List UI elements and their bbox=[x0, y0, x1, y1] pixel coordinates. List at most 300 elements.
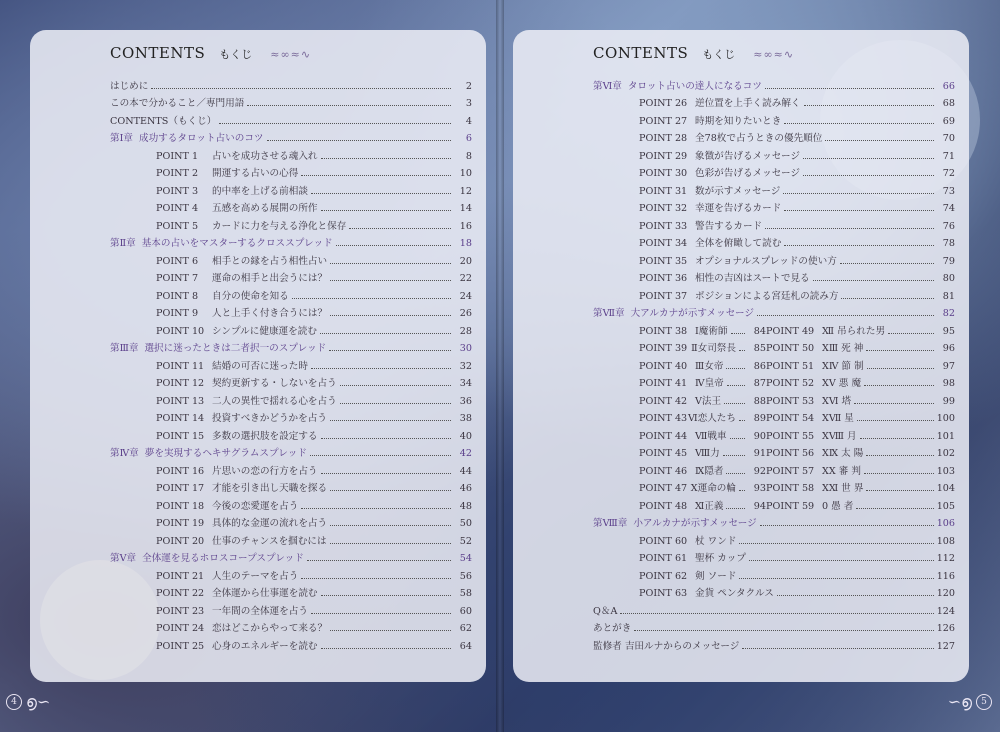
toc-point-row bbox=[766, 372, 955, 390]
point-label: POINT 19 bbox=[156, 518, 205, 529]
toc-chapter-row bbox=[593, 74, 955, 92]
entry-title: この本で分かること／専門用語 bbox=[110, 98, 245, 109]
point-label: POINT 28 bbox=[639, 133, 688, 144]
point-label: POINT 30 bbox=[639, 168, 688, 179]
toc-two-column bbox=[593, 319, 955, 512]
entry-title: 大アルカナが示すメッセージ bbox=[630, 308, 754, 319]
entry-title: 数が示すメッセージ bbox=[695, 185, 781, 197]
toc-point-row bbox=[593, 477, 766, 495]
entry-title: 全体を俯瞰して読む bbox=[695, 238, 782, 249]
toc-point-row bbox=[110, 617, 472, 635]
leader-dots bbox=[784, 210, 934, 211]
point-label: POINT 33 bbox=[639, 220, 688, 232]
leader-dots bbox=[301, 175, 451, 176]
page-ref: 38 bbox=[459, 413, 472, 424]
leader-dots bbox=[783, 193, 934, 194]
entry-title: 才能を引き出し天職を探る bbox=[212, 483, 328, 494]
toc-point-row bbox=[110, 197, 472, 215]
toc-point-row bbox=[766, 459, 955, 477]
entry-title: 五感を高める展開の所作 bbox=[212, 203, 318, 214]
entry-title: オプショナルスプレッドの使い方 bbox=[695, 255, 837, 267]
leader-dots bbox=[311, 613, 451, 614]
toc-point-row bbox=[593, 424, 766, 442]
entry-title: 一年間の全体運を占う bbox=[212, 605, 308, 617]
point-label: POINT 23 bbox=[156, 605, 205, 617]
toc-point-row bbox=[110, 529, 472, 547]
point-label: POINT 37 bbox=[639, 290, 688, 302]
leader-dots bbox=[330, 543, 451, 544]
point-label: POINT 1 bbox=[156, 150, 199, 162]
point-label: POINT 47 bbox=[639, 483, 688, 494]
page-ref: 60 bbox=[459, 605, 472, 617]
leader-dots bbox=[857, 420, 934, 421]
leader-dots bbox=[739, 578, 933, 579]
page-ref: 6 bbox=[465, 133, 472, 144]
point-label: POINT 57 bbox=[766, 465, 815, 477]
entry-title: タロット占いの達人になるコツ bbox=[627, 80, 762, 92]
page-ref: 102 bbox=[936, 448, 955, 459]
point-label: POINT 59 bbox=[766, 500, 815, 512]
page-ref: 80 bbox=[942, 273, 955, 284]
point-label: POINT 52 bbox=[766, 378, 815, 389]
leader-dots bbox=[330, 263, 451, 264]
leader-dots bbox=[867, 368, 934, 369]
leader-dots bbox=[301, 508, 451, 509]
leader-dots bbox=[247, 105, 451, 106]
entry-title: ⅩⅢ 死 神 bbox=[822, 343, 864, 354]
entry-title: Ⅻ 吊られた男 bbox=[822, 325, 886, 337]
leader-dots bbox=[841, 298, 934, 299]
entry-title: 多数の選択肢を設定する bbox=[212, 430, 318, 442]
page-ref: 78 bbox=[942, 238, 955, 249]
entry-title: 占いを成功させる魂入れ bbox=[212, 150, 318, 162]
toc-point-row bbox=[766, 424, 955, 442]
leader-dots bbox=[866, 490, 933, 491]
page-ref: 127 bbox=[936, 640, 955, 652]
leader-dots bbox=[813, 280, 934, 281]
entry-title: Ⅳ皇帝 bbox=[695, 378, 724, 389]
point-label: POINT 61 bbox=[639, 553, 688, 564]
leader-dots bbox=[301, 578, 451, 579]
contents-title: CONTENTS bbox=[593, 44, 689, 62]
book-gutter bbox=[496, 0, 504, 732]
point-label: POINT 26 bbox=[639, 98, 688, 109]
entry-title: 相手との縁を占う相性占い bbox=[212, 255, 328, 267]
page-ref: 42 bbox=[459, 448, 472, 459]
toc-chapter-row bbox=[593, 302, 955, 320]
point-label: POINT 27 bbox=[639, 115, 688, 127]
toc-point-row bbox=[766, 389, 955, 407]
leader-dots bbox=[307, 560, 451, 561]
toc-point-row bbox=[593, 459, 766, 477]
entry-title: ⅩⅩ 審 判 bbox=[822, 465, 861, 477]
leader-dots bbox=[856, 508, 933, 509]
entry-title: 結婚の可否に迷った時 bbox=[212, 360, 308, 372]
toc-row bbox=[110, 74, 472, 92]
toc-point-row bbox=[593, 407, 766, 425]
page-ref: 104 bbox=[936, 483, 955, 494]
swirl-ornament-icon: ∽൭ bbox=[947, 692, 972, 711]
leader-dots bbox=[330, 525, 451, 526]
leader-dots bbox=[726, 368, 745, 369]
entry-title: Ⅲ女帝 bbox=[695, 360, 724, 372]
leader-dots bbox=[825, 140, 934, 141]
page-ref: 22 bbox=[459, 273, 472, 284]
page-ref: 124 bbox=[936, 605, 955, 617]
page-ref: 36 bbox=[459, 395, 472, 407]
leader-dots bbox=[267, 140, 451, 141]
leader-dots bbox=[804, 105, 934, 106]
leader-dots bbox=[292, 298, 451, 299]
point-label: POINT 15 bbox=[156, 430, 205, 442]
page-ref: 26 bbox=[459, 308, 472, 319]
point-label: POINT 42 bbox=[639, 395, 688, 407]
entry-title: Ⅱ女司祭長 bbox=[691, 343, 736, 354]
page-ref: 91 bbox=[753, 448, 766, 459]
toc-point-row bbox=[593, 372, 766, 390]
entry-title: 片思いの恋の行方を占う bbox=[212, 465, 318, 477]
leader-dots bbox=[330, 315, 451, 316]
toc-point-row bbox=[593, 389, 766, 407]
page-ref: 8 bbox=[465, 150, 472, 162]
page-number: 5 bbox=[976, 694, 992, 710]
leader-dots bbox=[349, 228, 451, 229]
point-label: POINT 12 bbox=[156, 378, 205, 389]
point-label: POINT 46 bbox=[639, 465, 688, 477]
entry-title: Ⅹ運命の輪 bbox=[690, 483, 736, 494]
leader-dots bbox=[330, 420, 451, 421]
point-label: POINT 7 bbox=[156, 273, 199, 284]
point-label: POINT 10 bbox=[156, 325, 205, 337]
point-label: POINT 22 bbox=[156, 588, 205, 599]
entry-title: ⅩⅨ 太 陽 bbox=[822, 448, 864, 459]
toc-point-row bbox=[110, 144, 472, 162]
entry-title: Ⅵ恋人たち bbox=[687, 413, 736, 424]
point-label: POINT 16 bbox=[156, 465, 205, 477]
leader-dots bbox=[854, 403, 934, 404]
entry-title: Ⅸ隠者 bbox=[695, 465, 724, 477]
toc-list bbox=[593, 74, 955, 652]
leader-dots bbox=[803, 175, 934, 176]
leader-dots bbox=[860, 438, 934, 439]
entry-title: Ⅷ力 bbox=[695, 448, 720, 459]
point-label: POINT 24 bbox=[156, 623, 205, 634]
entry-title: 象徴が告げるメッセージ bbox=[695, 150, 800, 162]
entry-title: 金貨 ペンタクルス bbox=[695, 588, 774, 599]
leader-dots bbox=[151, 88, 451, 89]
toc-row bbox=[110, 92, 472, 110]
leader-dots bbox=[784, 123, 934, 124]
page-ref: 32 bbox=[459, 360, 472, 372]
point-label: POINT 58 bbox=[766, 483, 815, 494]
toc-point-row bbox=[110, 389, 472, 407]
leader-dots bbox=[840, 263, 934, 264]
point-label: POINT 34 bbox=[639, 238, 688, 249]
page-ref: 62 bbox=[459, 623, 472, 634]
toc-point-row bbox=[110, 512, 472, 530]
entry-title: 全78枚で占うときの優先順位 bbox=[695, 133, 823, 144]
point-label: POINT 11 bbox=[156, 360, 205, 372]
point-label: POINT 60 bbox=[639, 535, 688, 547]
entry-title: 仕事のチャンスを掴むには bbox=[212, 535, 327, 547]
toc-point-row bbox=[110, 634, 472, 652]
point-label: POINT 63 bbox=[639, 588, 688, 599]
entry-title: ⅩⅧ 月 bbox=[822, 430, 857, 442]
point-label: POINT 17 bbox=[156, 483, 205, 494]
toc-point-row bbox=[110, 599, 472, 617]
entry-title: ⅩⅦ 星 bbox=[822, 413, 854, 424]
leader-dots bbox=[739, 543, 933, 544]
toc-row bbox=[110, 109, 472, 127]
page-ref: 16 bbox=[459, 220, 472, 232]
entry-title: 具体的な金運の流れを占う bbox=[212, 518, 328, 529]
page-ref: 97 bbox=[942, 360, 955, 372]
leader-dots bbox=[777, 595, 934, 596]
entry-title: 全体運から仕事運を読む bbox=[212, 588, 318, 599]
point-label: POINT 14 bbox=[156, 413, 205, 424]
page-ref: 18 bbox=[459, 238, 472, 249]
toc-chapter-row bbox=[593, 512, 955, 530]
page-ref: 95 bbox=[942, 325, 955, 337]
ornament-icon: ≈∞≈∿ bbox=[753, 48, 795, 61]
entry-title: 人生のテーマを占う bbox=[212, 570, 299, 582]
toc-column bbox=[593, 319, 766, 512]
leader-dots bbox=[727, 385, 745, 386]
point-label: POINT 38 bbox=[639, 325, 688, 337]
toc-point-row bbox=[110, 319, 472, 337]
page-ref: 99 bbox=[942, 395, 955, 407]
toc-point-row bbox=[593, 564, 955, 582]
point-label: POINT 25 bbox=[156, 640, 205, 652]
page-ref: 12 bbox=[459, 185, 472, 197]
point-label: POINT 53 bbox=[766, 395, 815, 407]
point-label: POINT 5 bbox=[156, 220, 199, 232]
point-label: POINT 8 bbox=[156, 290, 199, 302]
page-ref: 40 bbox=[459, 430, 472, 442]
toc-row bbox=[593, 634, 955, 652]
page-ref: 48 bbox=[459, 500, 472, 512]
leader-dots bbox=[765, 228, 934, 229]
page-ref: 98 bbox=[942, 378, 955, 389]
toc-point-row bbox=[110, 407, 472, 425]
toc-point-row bbox=[110, 284, 472, 302]
entry-title: 成功するタロット占いのコツ bbox=[138, 133, 264, 144]
entry-title: 逆位置を上手く読み解く bbox=[695, 98, 801, 109]
left-page bbox=[30, 30, 486, 682]
toc-point-row bbox=[766, 354, 955, 372]
toc-point-row bbox=[593, 267, 955, 285]
page-ref: 76 bbox=[942, 220, 955, 232]
toc-point-row bbox=[593, 127, 955, 145]
entry-title: 投資すべきかどうかを占う bbox=[212, 413, 327, 424]
point-label: POINT 35 bbox=[639, 255, 688, 267]
entry-title: Ⅶ戦車 bbox=[695, 430, 727, 442]
entry-title: 恋はどこからやって来る？ bbox=[212, 623, 328, 634]
entry-title: Ⅴ法王 bbox=[695, 395, 722, 407]
point-label: POINT 40 bbox=[639, 360, 688, 372]
page-ref: 112 bbox=[936, 553, 955, 564]
leader-dots bbox=[723, 455, 745, 456]
entry-title: 時期を知りたいとき bbox=[695, 115, 782, 127]
leader-dots bbox=[321, 473, 451, 474]
page-ref: 3 bbox=[465, 98, 472, 109]
page-ref: 101 bbox=[936, 430, 955, 442]
page-ref: 44 bbox=[459, 465, 472, 477]
leader-dots bbox=[730, 438, 745, 439]
leader-dots bbox=[329, 350, 451, 351]
toc-point-row bbox=[593, 144, 955, 162]
toc-point-row bbox=[593, 319, 766, 337]
page-ref: 88 bbox=[753, 395, 766, 407]
toc-point-row bbox=[593, 354, 766, 372]
page-ref: 14 bbox=[459, 203, 472, 214]
leader-dots bbox=[311, 193, 451, 194]
page-ref: 68 bbox=[942, 98, 955, 109]
entry-title: ⅩⅥ 塔 bbox=[822, 395, 852, 407]
toc-point-row bbox=[593, 92, 955, 110]
toc-point-row bbox=[593, 529, 955, 547]
toc-point-row bbox=[593, 249, 955, 267]
entry-title: 色彩が告げるメッセージ bbox=[695, 168, 800, 179]
page-ref: 108 bbox=[936, 535, 955, 547]
point-label: POINT 44 bbox=[639, 430, 688, 442]
leader-dots bbox=[219, 123, 451, 124]
leader-dots bbox=[866, 350, 934, 351]
leader-dots bbox=[803, 158, 934, 159]
contents-title: CONTENTS bbox=[110, 44, 206, 62]
point-label: POINT 43 bbox=[639, 413, 688, 424]
entry-title: 監修者 吉田ルナからのメッセージ bbox=[593, 640, 740, 652]
chapter-label: 第Ⅷ章 bbox=[593, 518, 628, 529]
point-label: POINT 6 bbox=[156, 255, 199, 267]
page-ref: 79 bbox=[942, 255, 955, 267]
page-ref: 73 bbox=[942, 185, 955, 197]
page-ref: 89 bbox=[753, 413, 766, 424]
page-ref: 85 bbox=[753, 343, 766, 354]
entry-title: 基本の占いをマスターするクロススプレッド bbox=[141, 238, 333, 249]
leader-dots bbox=[784, 245, 934, 246]
point-label: POINT 20 bbox=[156, 535, 205, 547]
toc-point-row bbox=[110, 424, 472, 442]
leader-dots bbox=[320, 333, 451, 334]
toc-point-row bbox=[110, 354, 472, 372]
entry-title: Q＆A bbox=[593, 605, 618, 617]
page-ref: 46 bbox=[459, 483, 472, 494]
chapter-label: 第Ⅱ章 bbox=[110, 238, 136, 249]
entry-title: シンプルに健康運を読む bbox=[212, 325, 317, 337]
entry-title: Ⅰ魔術師 bbox=[695, 325, 728, 337]
toc-column bbox=[766, 319, 955, 512]
entry-title: カードに力を与える浄化と保存 bbox=[212, 220, 347, 232]
leader-dots bbox=[888, 333, 934, 334]
chapter-label: 第Ⅴ章 bbox=[110, 553, 137, 564]
entry-title: はじめに bbox=[110, 80, 149, 92]
toc-point-row bbox=[110, 302, 472, 320]
toc-point-row bbox=[593, 284, 955, 302]
leader-dots bbox=[311, 368, 451, 369]
leader-dots bbox=[321, 158, 451, 159]
leader-dots bbox=[726, 508, 745, 509]
page-ref: 96 bbox=[942, 343, 955, 354]
leader-dots bbox=[321, 595, 451, 596]
entry-title: 聖杯 カップ bbox=[695, 553, 746, 564]
leader-dots bbox=[726, 473, 745, 474]
page-ref: 69 bbox=[942, 115, 955, 127]
page-ref: 2 bbox=[465, 80, 472, 92]
toc-section bbox=[593, 74, 955, 319]
page-ref: 105 bbox=[936, 500, 955, 512]
page-ref: 116 bbox=[936, 570, 955, 582]
point-label: POINT 62 bbox=[639, 570, 688, 582]
entry-title: ポジションによる宮廷札の読み方 bbox=[695, 290, 839, 302]
entry-title: 今後の恋愛運を占う bbox=[212, 500, 299, 512]
toc-point-row bbox=[766, 319, 955, 337]
page-ref: 81 bbox=[942, 290, 955, 302]
toc-point-row bbox=[110, 179, 472, 197]
point-label: POINT 55 bbox=[766, 430, 815, 442]
toc-point-row bbox=[593, 232, 955, 250]
entry-title: 小アルカナが示すメッセージ bbox=[633, 518, 757, 529]
point-label: POINT 4 bbox=[156, 203, 199, 214]
toc-chapter-row bbox=[110, 442, 472, 460]
point-label: POINT 9 bbox=[156, 308, 199, 319]
leader-dots bbox=[749, 560, 934, 561]
entry-title: 全体運を見るホロスコープスプレッド bbox=[142, 553, 304, 564]
entry-title: 開運する占いの心得 bbox=[212, 168, 299, 179]
page-ref: 94 bbox=[753, 500, 766, 512]
leader-dots bbox=[634, 630, 933, 631]
page-ref: 58 bbox=[459, 588, 472, 599]
entry-title: ⅩⅤ 悪 魔 bbox=[822, 378, 862, 389]
toc-point-row bbox=[593, 337, 766, 355]
leader-dots bbox=[724, 403, 745, 404]
page-ref: 66 bbox=[942, 80, 955, 92]
point-label: POINT 13 bbox=[156, 395, 205, 407]
point-label: POINT 29 bbox=[639, 150, 688, 162]
toc-point-row bbox=[110, 564, 472, 582]
point-label: POINT 51 bbox=[766, 360, 815, 372]
toc-point-row bbox=[593, 179, 955, 197]
leader-dots bbox=[330, 490, 451, 491]
toc-point-row bbox=[766, 407, 955, 425]
toc-point-row bbox=[766, 494, 955, 512]
page-header bbox=[593, 44, 794, 62]
page-ref: 52 bbox=[459, 535, 472, 547]
page-ref: 84 bbox=[753, 325, 766, 337]
leader-dots bbox=[340, 403, 451, 404]
page-header bbox=[110, 44, 311, 62]
leader-dots bbox=[731, 333, 745, 334]
leader-dots bbox=[864, 473, 934, 474]
point-label: POINT 50 bbox=[766, 343, 815, 354]
page-ref: 90 bbox=[753, 430, 766, 442]
page-ref: 34 bbox=[459, 378, 472, 389]
page-ref: 4 bbox=[465, 115, 472, 127]
leader-dots bbox=[757, 315, 934, 316]
leader-dots bbox=[330, 280, 451, 281]
entry-title: 選択に迷ったときは二者択一のスプレッド bbox=[144, 343, 327, 354]
leader-dots bbox=[340, 385, 451, 386]
page-ref: 92 bbox=[753, 465, 766, 477]
entry-title: Ⅺ正義 bbox=[695, 500, 724, 512]
page-ref: 10 bbox=[459, 168, 472, 179]
toc-point-row bbox=[110, 372, 472, 390]
page-ref: 120 bbox=[936, 588, 955, 599]
page-ref: 126 bbox=[936, 623, 955, 634]
chapter-label: 第Ⅵ章 bbox=[593, 80, 622, 92]
entry-title: 的中率を上げる前相談 bbox=[212, 185, 308, 197]
leader-dots bbox=[742, 648, 933, 649]
